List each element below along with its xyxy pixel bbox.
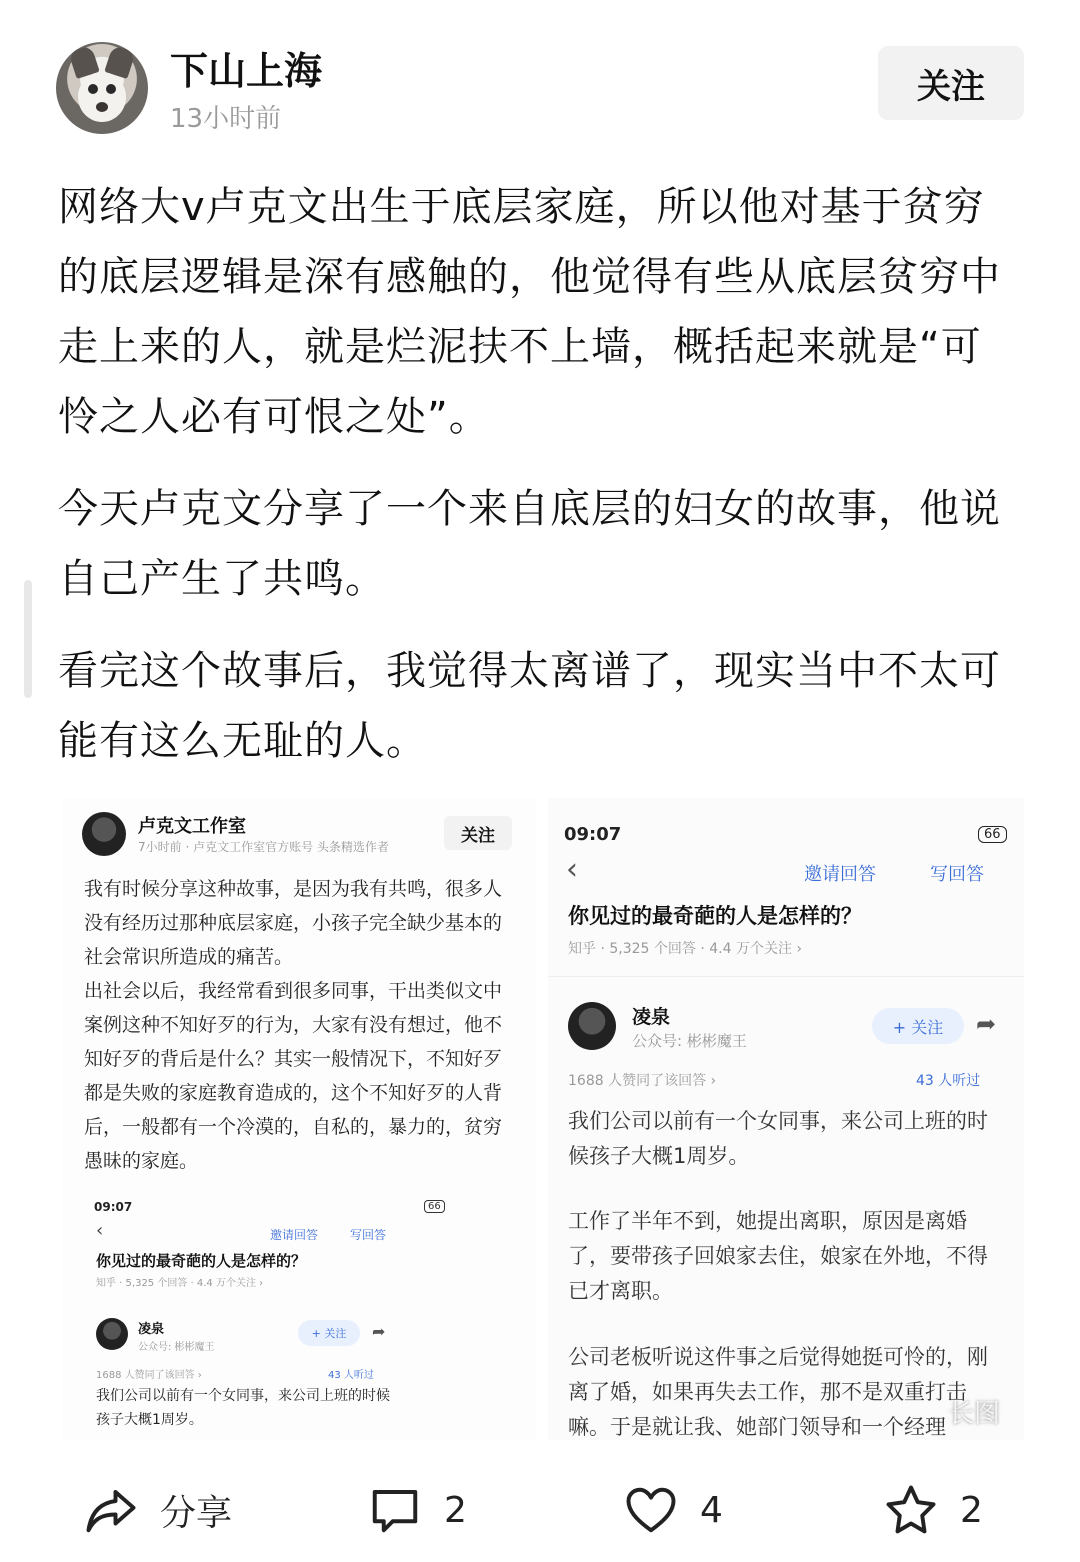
listen-count: 43 人听过 [916,1073,981,1089]
author-name[interactable]: 下山上海 [170,49,323,93]
answerer-sub: 公众号: 彬彬魔王 [632,1032,747,1050]
question-stats: 知乎 · 5,325 个回答 · 4.4 万个关注 › [568,941,802,957]
back-icon: ‹ [96,1220,104,1241]
answerer-name: 凌泉 [632,1006,671,1028]
favorite-count: 2 [960,1489,983,1531]
write-answer: 写回答 [930,864,984,885]
share-icon [84,1483,138,1537]
status-time: 09:07 [564,824,622,845]
divider [548,976,1024,977]
comment-count: 2 [444,1489,467,1531]
embedded-author: 卢克文工作室 [138,816,246,837]
invite-answer: 邀请回答 [270,1228,319,1242]
embedded-text: 我有时候分享这种故事，是因为我有共鸣，很多人没有经历过那种底层家庭，小孩子完全缺少基本的社会常识所造成的痛苦。 出社会以后，我经常看到很多同事，干出类似文中案例这种不知好歹的行为，大家有没有想过，他不知好歹的背后是什么？其实一般情况下，不知好歹都是失败的家庭教育造成的，这个不知好歹的人背后，一般都有一个冷漠的，自私的，暴力的，贫穷愚昧的家庭。 [84,878,503,1172]
answerer-follow: + 关注 [298,1320,360,1346]
comment-button[interactable] [368,1480,467,1540]
heart-icon [624,1483,678,1537]
bottom-action-bar [0,1460,1080,1560]
comment-icon [368,1483,422,1537]
agree-count: 1688 人赞同了该回答 › [568,1073,717,1089]
post-content [58,172,1018,798]
status-time: 09:07 [94,1200,133,1214]
post-paragraph: 今天卢克文分享了一个来自底层的妇女的故事，他说自己产生了共鸣。 [58,486,1001,602]
answerer-name: 凌泉 [138,1322,165,1337]
post-header [0,0,1080,150]
star-icon [884,1483,938,1537]
agree-count: 1688 人赞同了该回答 › [96,1370,202,1381]
answer-paragraph: 工作了半年不到，她提出离职，原因是离婚了，要带孩子回娘家去住，娘家在外地，不得已才离职。 [568,1209,988,1303]
long-image-watermark: 长图 [947,1399,1000,1429]
embedded-meta: 7小时前 · 卢克文工作室官方账号 头条精选作者 [138,840,389,854]
invite-answer: 邀请回答 [804,864,876,885]
share-icon: ➦ [976,1010,997,1038]
write-answer: 写回答 [350,1228,387,1242]
share-label: 分享 [160,1492,233,1534]
answerer-avatar [568,1002,616,1050]
embedded-avatar [82,812,126,856]
back-icon: ‹ [566,852,578,887]
answerer-avatar [96,1318,128,1350]
like-button[interactable] [624,1480,723,1540]
embedded-image-left[interactable] [62,798,536,1440]
scroll-indicator[interactable] [24,580,32,698]
post-paragraph: 网络大v卢克文出生于底层家庭，所以他对基于贫穷的底层逻辑是深有感触的，他觉得有些从底层贫穷中走上来的人，就是烂泥扶不上墙，概括起来就是“可怜之人必有可恨之处”。 [58,184,1001,440]
post-time: 13小时前 [170,104,282,134]
answer-text: 我们公司以前有一个女同事，来公司上班的时候孩子大概1周岁。 [96,1388,390,1428]
battery-badge: 66 [978,826,1007,843]
follow-button[interactable]: 关注 [878,46,1024,120]
like-count: 4 [700,1489,723,1531]
embedded-follow-button: 关注 [444,816,512,850]
favorite-button[interactable] [884,1480,983,1540]
post-paragraph: 看完这个故事后，我觉得太离谱了，现实当中不太可能有这么无耻的人。 [58,648,1001,764]
question-title: 你见过的最奇葩的人是怎样的？ [568,904,862,928]
answer-paragraph: 公司老板听说这件事之后觉得她挺可怜的，刚离了婚，如果再失去工作，那不是双重打击嘛。于是就让我、她部门领导和一个经理 [568,1345,988,1439]
share-icon: ➦ [372,1322,386,1341]
battery-badge: 66 [424,1200,445,1213]
author-avatar[interactable] [56,42,148,134]
embedded-image-right[interactable] [548,798,1024,1440]
question-stats: 知乎 · 5,325 个回答 · 4.4 万个关注 › [96,1278,264,1289]
listen-count: 43 人听过 [328,1370,374,1381]
answerer-follow: + 关注 [872,1008,964,1044]
question-title: 你见过的最奇葩的人是怎样的？ [96,1252,307,1270]
answer-paragraph: 我们公司以前有一个女同事，来公司上班的时候孩子大概1周岁。 [568,1109,988,1168]
answerer-sub: 公众号: 彬彬魔王 [138,1342,215,1353]
share-button[interactable] [84,1480,232,1540]
nested-screenshot [84,1196,516,1436]
